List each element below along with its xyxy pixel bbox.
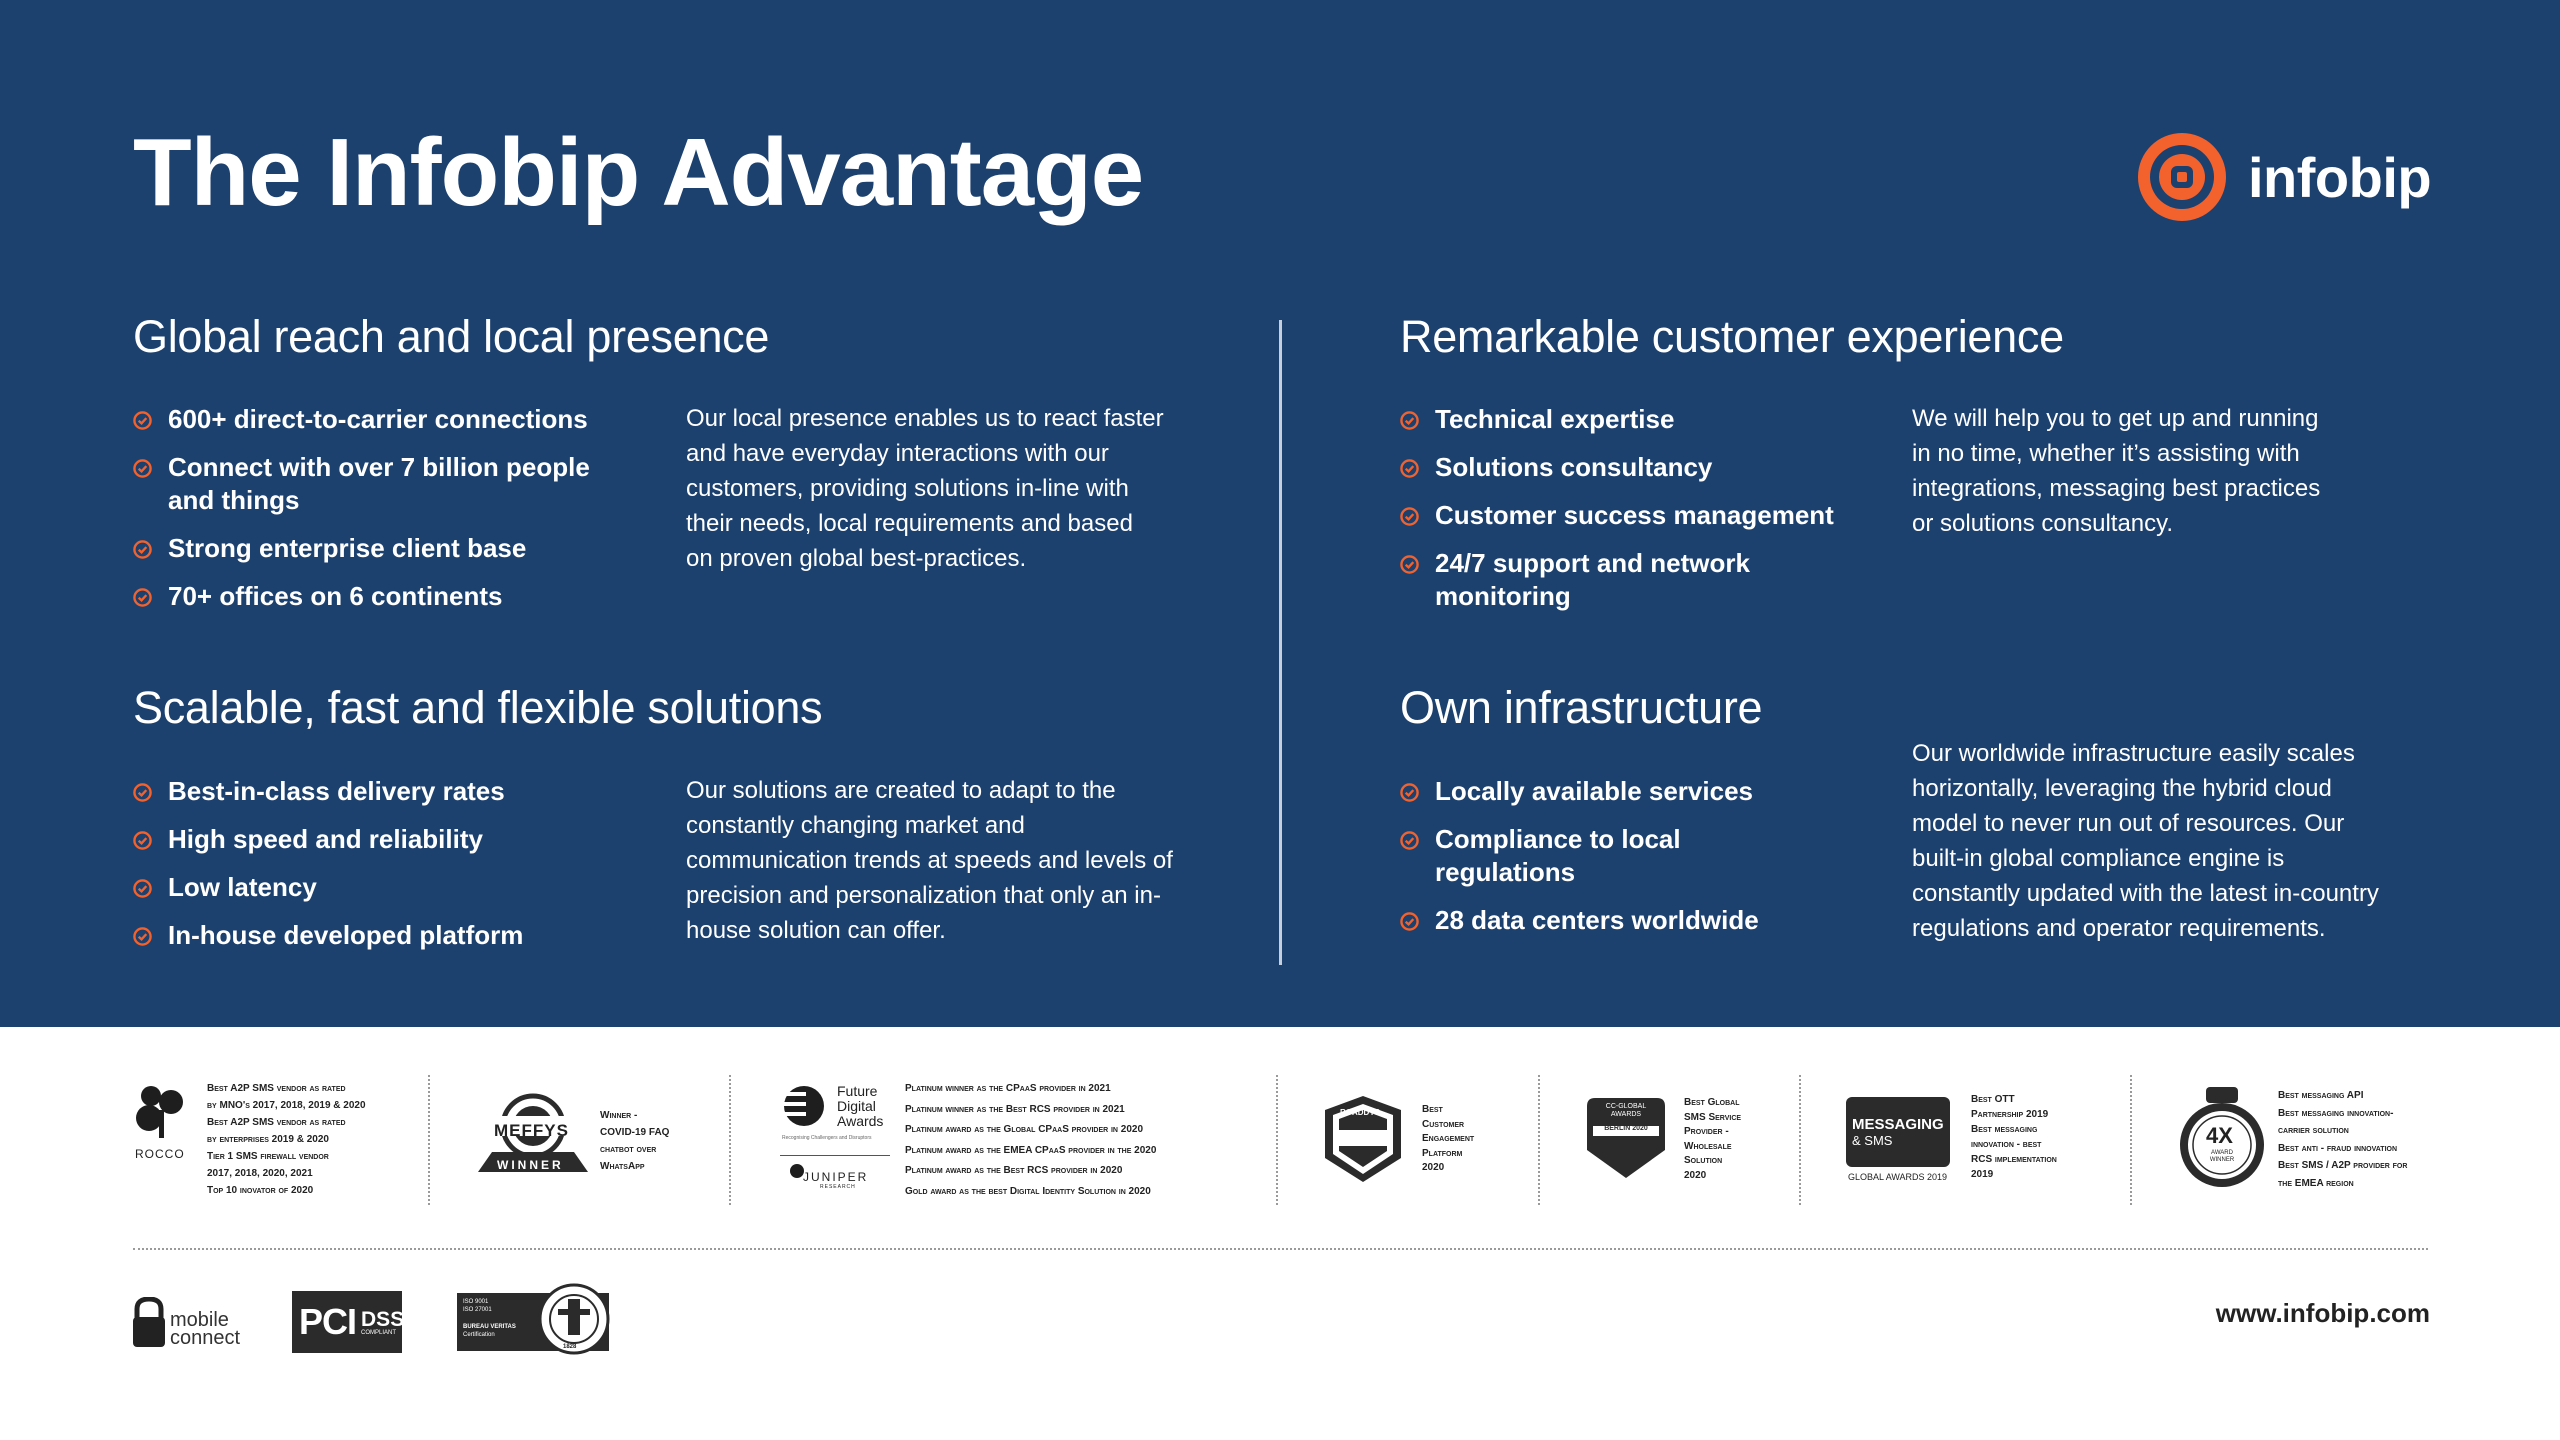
rocco-logo-icon: [133, 1082, 193, 1140]
award-divider: [1276, 1075, 1278, 1205]
4x-award-logo-subtext: AWARD WINNER: [2209, 1150, 2235, 1163]
mobile-connect-icon: [133, 1297, 165, 1349]
roaddys-logo-text: ROADDYS: [1340, 1108, 1381, 1117]
4x-award-text: Best messaging API Best messaging innovation- carrier solution Best anti - fraud innovation Best SMS / A2P provider for the EMEA region: [2278, 1090, 2408, 1189]
roaddys-award-text: Best Customer Engagement Platform 2020: [1422, 1104, 1475, 1173]
list-item: Locally available services: [1400, 775, 1800, 808]
list-item: In-house developed platform: [133, 919, 613, 952]
juniper-logo-subtext: RESEARCH: [820, 1184, 856, 1190]
check-icon: [1400, 507, 1419, 526]
check-icon: [1400, 831, 1419, 850]
list-item: Strong enterprise client base: [133, 532, 613, 565]
horizontal-divider: [133, 1248, 2428, 1250]
check-icon: [133, 927, 152, 946]
list-item: Compliance to local regulations: [1400, 823, 1800, 889]
rocco-logo-text: ROCCO: [135, 1147, 185, 1161]
messaging-sms-caption: GLOBAL AWARDS 2019: [1848, 1172, 1948, 1182]
cc-global-award-text: Best Global SMS Service Provider - Wholesale Solution 2020: [1684, 1097, 1742, 1181]
messaging-sms-logo-text: MESSAGING: [1852, 1116, 1944, 1133]
check-icon: [133, 459, 152, 478]
juniper-logo-text: JUNIPER: [803, 1170, 869, 1184]
award-divider: [2130, 1075, 2132, 1205]
rocco-award-text: Best A2P SMS vendor as rated by MNO's 2017, 2018, 2019 & 2020 Best A2P SMS vendor as rated by enterprises 2019 & 2020 Tier 1 SMS firewall vendor 2017, 2018, 2020, 2021 Top 10 inovator of 2020: [207, 1083, 366, 1196]
check-icon: [133, 831, 152, 850]
check-icon: [1400, 411, 1419, 430]
meffys-award-text: Winner - COVID-19 FAQ chatbot over WhatsApp: [600, 1110, 670, 1172]
pci-compliant-text: COMPLIANT: [361, 1329, 397, 1336]
check-icon: [1400, 555, 1419, 574]
pci-text: PCI: [299, 1301, 357, 1342]
infobip-wordmark: infobip: [2248, 145, 2432, 209]
messaging-sms-badge: [1846, 1097, 1950, 1167]
check-icon: [133, 588, 152, 607]
bureau-veritas-text: ISO 9001 ISO 27001 BUREAU VERITAS Certification: [463, 1299, 516, 1338]
column-divider: [1279, 320, 1282, 965]
list-item: High speed and reliability: [133, 823, 613, 856]
list-item: 28 data centers worldwide: [1400, 904, 1800, 937]
section-title-customer-experience: Remarkable customer experience: [1400, 311, 2064, 362]
list-item: Customer success management: [1400, 499, 1840, 532]
check-icon: [1400, 459, 1419, 478]
infobip-logo[interactable]: [2138, 133, 2431, 221]
4x-award-logo-text: 4X: [2206, 1123, 2233, 1148]
award-divider: [428, 1075, 430, 1205]
customer-experience-description: We will help you to get up and running in no time, whether it’s assisting with integrations, messaging best practices or solutions consultancy.: [1912, 405, 2321, 537]
mobile-connect-logo: mobile connect: [170, 1309, 241, 1349]
pci-dss-group: [361, 1309, 404, 1336]
cc-global-awards-logo: CC-GLOBAL AWARDS BERLIN 2020: [1604, 1103, 1648, 1132]
section-title-own-infrastructure: Own infrastructure: [1400, 682, 1763, 733]
check-icon: [133, 783, 152, 802]
meffys-winner-text: WINNER: [497, 1158, 564, 1172]
future-digital-awards-icon: [780, 1082, 830, 1130]
bureau-veritas-year: 1828: [563, 1344, 577, 1350]
customer-experience-list: [1400, 403, 1840, 628]
section-title-global-reach: Global reach and local presence: [133, 311, 770, 362]
global-reach-description: Our local presence enables us to react faster and have everyday interactions with our customers, providing solutions in-line with their needs, local requirements and based on proven global best-practices.: [686, 405, 1164, 572]
list-item: Connect with over 7 billion people and things: [133, 451, 613, 517]
award-divider: [1538, 1075, 1540, 1205]
future-digital-awards-tagline: Recognising Challengers and Disruptors: [782, 1135, 872, 1141]
awards-strip: [0, 1027, 2560, 1440]
award-divider: [729, 1075, 731, 1205]
messaging-sms-logo-subtext: & SMS: [1852, 1133, 1893, 1148]
check-icon: [133, 540, 152, 559]
juniper-icon: [790, 1164, 804, 1178]
scalable-list: [133, 775, 613, 967]
dss-text: DSS: [361, 1307, 405, 1331]
list-item: Low latency: [133, 871, 613, 904]
meffys-logo-text: MEFFYS: [494, 1121, 569, 1140]
list-item: 24/7 support and network monitoring: [1400, 547, 1840, 613]
global-reach-list: [133, 403, 613, 628]
check-icon: [133, 879, 152, 898]
page-title: The Infobip Advantage: [133, 119, 1144, 226]
infobip-logo-icon: [2138, 133, 2226, 221]
check-icon: [1400, 783, 1419, 802]
own-infrastructure-list: [1400, 775, 1800, 952]
pci-dss-badge: [292, 1291, 405, 1353]
list-item: 70+ offices on 6 continents: [133, 580, 613, 613]
website-link[interactable]: www.infobip.com: [2215, 1298, 2430, 1328]
own-infrastructure-description: Our worldwide infrastructure easily scales horizontally, leveraging the hybrid cloud model to never run out of resources. Our built-in global compliance engine is constantly updated with the latest in-country regulations and operator requirements.: [1912, 740, 2379, 942]
future-digital-award-text: Platinum winner as the CPaaS provider in 2021 Platinum winner as the Best RCS provider in 2021 Platinum award as the Global CPaaS provider in 2020 Platinum award as the EMEA CPaaS provider in the 2020 Platinum award as the Best RCS provider in 2020 Gold award as the best Digital Identity Solution in 2020: [905, 1083, 1157, 1197]
section-title-scalable: Scalable, fast and flexible solutions: [133, 682, 823, 733]
check-icon: [1400, 912, 1419, 931]
scalable-description: Our solutions are created to adapt to the constantly changing market and communication trends at speeds and levels of precision and personalization that only an in-house solution can offer.: [686, 777, 1173, 944]
check-icon: [133, 411, 152, 430]
list-item: Solutions consultancy: [1400, 451, 1840, 484]
list-item: Best-in-class delivery rates: [133, 775, 613, 808]
list-item: 600+ direct-to-carrier connections: [133, 403, 613, 436]
award-divider: [1799, 1075, 1801, 1205]
future-digital-awards-logo: Future Digital Awards: [837, 1083, 884, 1129]
list-item: Technical expertise: [1400, 403, 1840, 436]
messaging-sms-award-text: Best OTT Partnership 2019 Best messaging innovation - best RCS implementation 2019: [1971, 1094, 2057, 1180]
juniper-divider: [780, 1155, 890, 1156]
